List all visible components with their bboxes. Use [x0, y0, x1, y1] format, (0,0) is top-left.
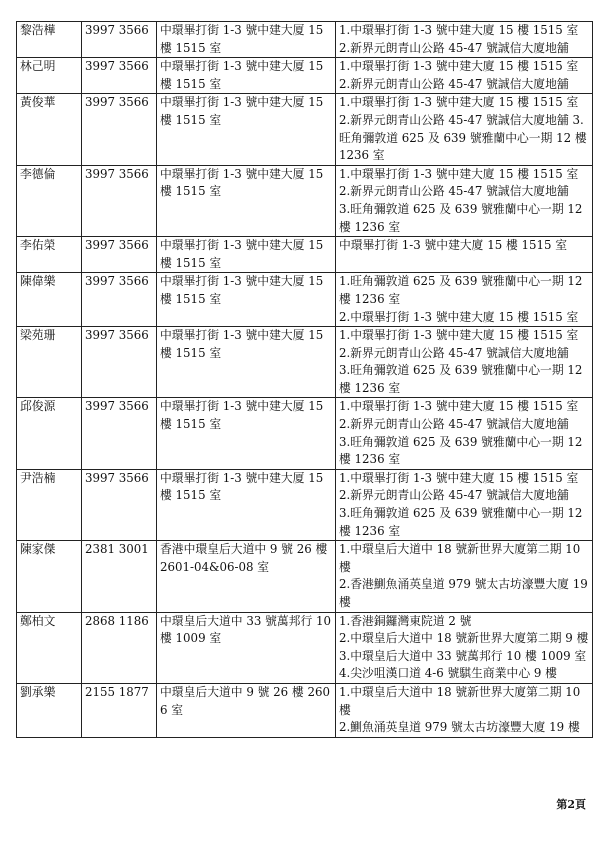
table-row	[17, 273, 593, 327]
person-name: 劉承樂	[17, 683, 82, 737]
other-address-line: 1.中環皇后大道中 18 號新世界大廈第二期 10 樓	[339, 684, 581, 717]
other-address-line: 2.新界元朗青山公路 45-47 號誠信大廈地舖	[339, 488, 569, 503]
other-address-line: 2.新界元朗青山公路 45-47 號誠信大廈地舖	[339, 184, 569, 199]
table-row	[17, 327, 593, 398]
other-address-line: 1.中環畢打街 1-3 號中建大廈 15 樓 1515 室 2.新界元朗青山公路 45-47 號誠信大廈地舖 3.旺角彌敦道 625 及 639 號雅蘭中心一期 12 樓 1236 室	[339, 95, 587, 163]
table-row	[17, 58, 593, 94]
table-row	[17, 469, 593, 540]
phone-number: 2155 1877	[82, 683, 157, 737]
phone-number: 2381 3001	[82, 541, 157, 612]
other-address-line: 2.新界元朗青山公路 45-47 號誠信大廈地舖	[339, 40, 569, 55]
other-addresses	[336, 22, 593, 58]
other-addresses	[336, 94, 593, 165]
other-address-line: 2.新界元朗青山公路 45-47 號誠信大廈地舖	[339, 417, 569, 432]
table-row	[17, 683, 593, 737]
other-addresses	[336, 398, 593, 469]
phone-number: 3997 3566	[82, 398, 157, 469]
phone-number: 3997 3566	[82, 469, 157, 540]
office-address: 中環畢打街 1-3 號中建大厦 15 樓 1515 室	[157, 469, 336, 540]
other-address-line: 1.中環畢打街 1-3 號中建大廈 15 樓 1515 室	[339, 23, 579, 37]
person-name: 陳家傑	[17, 541, 82, 612]
office-address: 香港中環皇后大道中 9 號 26 樓 2601-04&06-08 室	[157, 541, 336, 612]
other-address-line: 3.旺角彌敦道 625 及 639 號雅蘭中心一期 12 樓 1236 室	[339, 363, 583, 395]
other-address-line: 2.新界元朗青山公路 45-47 號誠信大廈地舖	[339, 345, 569, 360]
other-addresses	[336, 327, 593, 398]
table-row	[17, 22, 593, 58]
person-name: 陳偉樂	[17, 273, 82, 327]
document-sheet	[16, 21, 589, 738]
page-number: 第2頁	[556, 798, 586, 811]
other-address-line: 2.鰂魚涌英皇道 979 號太古坊濠豐大廈 19 樓	[339, 720, 580, 735]
phone-number: 3997 3566	[82, 94, 157, 165]
other-address-line: 2.香港鰂魚涌英皇道 979 號太古坊濠豐大廈 19 樓	[339, 577, 588, 609]
person-name: 梁苑珊	[17, 327, 82, 398]
other-address-line: 3.旺角彌敦道 625 及 639 號雅蘭中心一期 12 樓 1236 室	[339, 506, 583, 538]
phone-number: 3997 3566	[82, 273, 157, 327]
other-address-line: 2.中環畢打街 1-3 號中建大廈 15 樓 1515 室	[339, 309, 579, 324]
other-address-line: 2.中環皇后大道中 18 號新世界大廈第二期 9 樓	[339, 631, 589, 646]
phone-number: 3997 3566	[82, 237, 157, 273]
other-addresses	[336, 237, 593, 273]
office-address: 中環皇后大道中 9 號 26 樓 2606 室	[157, 683, 336, 737]
office-address: 中環畢打街 1-3 號中建大厦 15 樓 1515 室	[157, 165, 336, 236]
other-addresses	[336, 683, 593, 737]
other-address-line: 中環畢打街 1-3 號中建大廈 15 樓 1515 室	[339, 238, 568, 253]
other-address-line: 4.尖沙咀漢口道 4-6 號騏生商業中心 9 樓	[339, 666, 557, 681]
other-address-line: 1.香港銅鑼灣東院道 2 號	[339, 613, 472, 628]
table-row	[17, 165, 593, 236]
phone-number: 3997 3566	[82, 22, 157, 58]
other-address-line: 3.旺角彌敦道 625 及 639 號雅蘭中心一期 12 樓 1236 室	[339, 434, 583, 467]
other-address-line: 3.中環皇后大道中 33 號萬邦行 10 樓 1009 室	[339, 648, 587, 663]
table-row	[17, 94, 593, 165]
other-addresses	[336, 612, 593, 683]
other-address-line: 2.新界元朗青山公路 45-47 號誠信大廈地舖	[339, 76, 569, 91]
table-row	[17, 541, 593, 612]
person-name: 李佑榮	[17, 237, 82, 273]
other-address-line: 3.旺角彌敦道 625 及 639 號雅蘭中心一期 12 樓 1236 室	[339, 201, 583, 234]
office-address: 中環皇后大道中 33 號萬邦行 10 樓 1009 室	[157, 612, 336, 683]
office-address: 中環畢打街 1-3 號中建大厦 15 樓 1515 室	[157, 58, 336, 94]
person-name: 邱俊源	[17, 398, 82, 469]
other-address-line: 1.中環畢打街 1-3 號中建大廈 15 樓 1515 室	[339, 166, 579, 181]
other-address-line: 1.旺角彌敦道 625 及 639 號雅蘭中心一期 12 樓 1236 室	[339, 274, 583, 306]
other-addresses	[336, 58, 593, 94]
table-row	[17, 237, 593, 273]
other-address-line: 1.中環畢打街 1-3 號中建大廈 15 樓 1515 室	[339, 59, 579, 74]
person-name: 林己明	[17, 58, 82, 94]
office-address: 中環畢打街 1-3 號中建大厦 15 樓 1515 室	[157, 22, 336, 58]
phone-number: 2868 1186	[82, 612, 157, 683]
table-row	[17, 612, 593, 683]
phone-number: 3997 3566	[82, 58, 157, 94]
office-address: 中環畢打街 1-3 號中建大厦 15 樓 1515 室	[157, 398, 336, 469]
other-address-line: 1.中環畢打街 1-3 號中建大廈 15 樓 1515 室	[339, 470, 579, 485]
person-name: 黃俊華	[17, 94, 82, 165]
person-name: 尹浩楠	[17, 469, 82, 540]
address-table-body	[17, 22, 593, 738]
office-address: 中環畢打街 1-3 號中建大厦 15 樓 1515 室	[157, 237, 336, 273]
other-address-line: 1.中環畢打街 1-3 號中建大廈 15 樓 1515 室	[339, 328, 579, 343]
other-address-line: 1.中環皇后大道中 18 號新世界大廈第二期 10 樓	[339, 542, 581, 574]
other-addresses	[336, 541, 593, 612]
other-address-line: 1.中環畢打街 1-3 號中建大廈 15 樓 1515 室	[339, 399, 579, 414]
other-addresses	[336, 165, 593, 236]
address-table	[16, 21, 593, 738]
other-addresses	[336, 469, 593, 540]
person-name: 鄭柏文	[17, 612, 82, 683]
person-name: 李德倫	[17, 165, 82, 236]
office-address: 中環畢打街 1-3 號中建大厦 15 樓 1515 室	[157, 94, 336, 165]
office-address: 中環畢打街 1-3 號中建大厦 15 樓 1515 室	[157, 273, 336, 327]
person-name: 黎浩樺	[17, 22, 82, 58]
other-addresses	[336, 273, 593, 327]
office-address: 中環畢打街 1-3 號中建大厦 15 樓 1515 室	[157, 327, 336, 398]
table-row	[17, 398, 593, 469]
phone-number: 3997 3566	[82, 165, 157, 236]
phone-number: 3997 3566	[82, 327, 157, 398]
